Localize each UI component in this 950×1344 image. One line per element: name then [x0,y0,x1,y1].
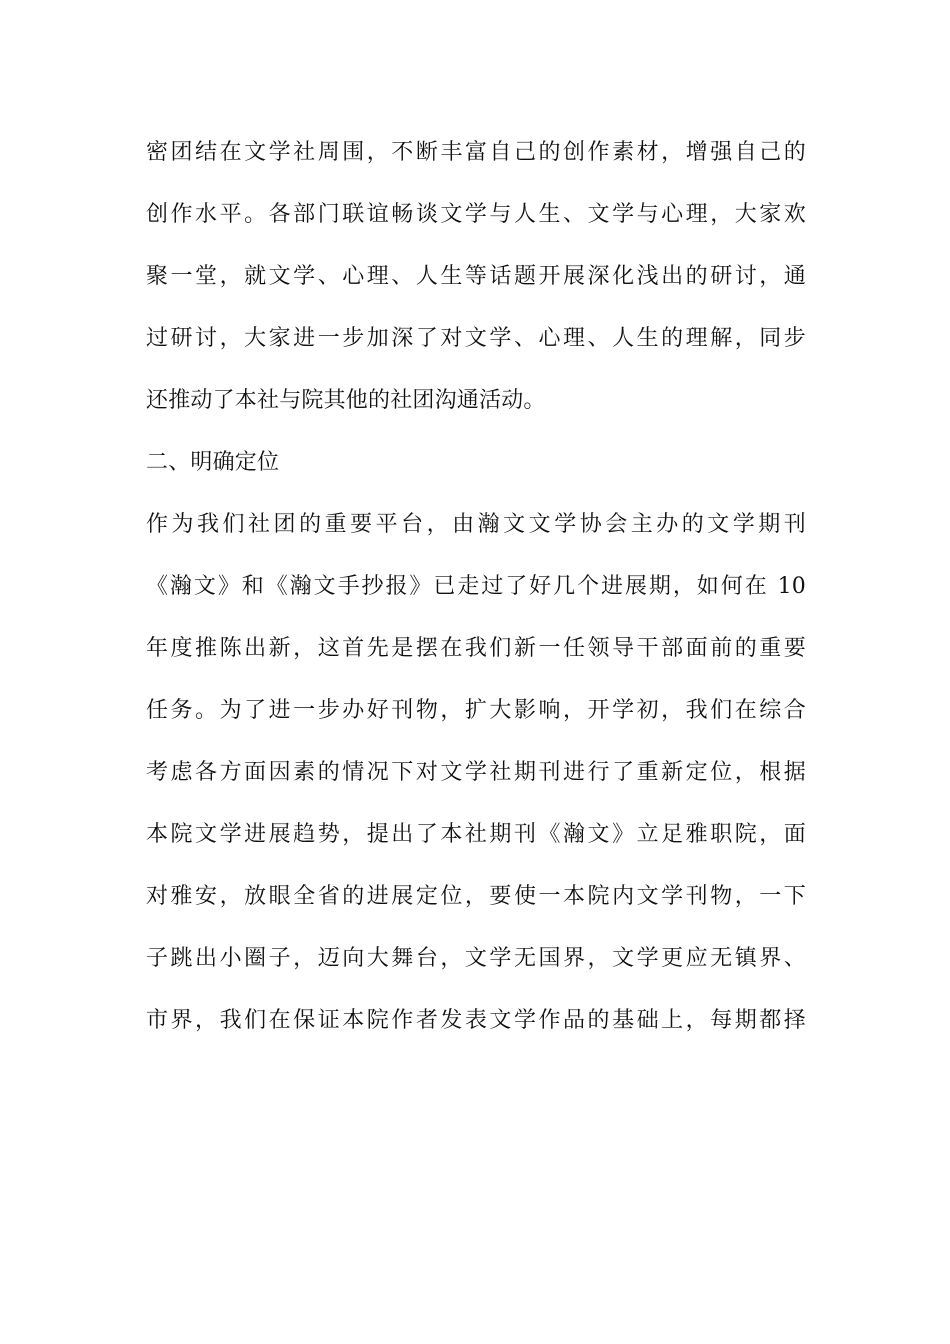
text-line: 还推动了本社与院其他的社团沟通活动。 [146,388,546,413]
text-line: 对雅安，放眼全省的进展定位，要使一本院内文学刊物，一下 [146,884,806,909]
text-line: 市界，我们在保证本院作者发表文学作品的基础上，每期都择 [146,1008,806,1033]
text-line: 《瀚文》和《瀚文手抄报》已走过了好几个进展期，如何在 10 [146,574,806,599]
text-line: 任务。为了进一步办好刊物，扩大影响，开学初，我们在综合 [146,698,806,723]
text-line: 过研讨，大家进一步加深了对文学、心理、人生的理解，同步 [146,326,806,351]
section-heading: 二、明确定位 [146,450,280,475]
text-line: 本院文学进展趋势，提出了本社期刊《瀚文》立足雅职院，面 [146,822,806,847]
text-line: 作为我们社团的重要平台，由瀚文文学协会主办的文学期刊 [146,512,806,537]
text-line: 考虑各方面因素的情况下对文学社期刊进行了重新定位，根据 [146,760,806,785]
text-line: 密团结在文学社周围，不断丰富自己的创作素材，增强自己的 [146,140,806,165]
text-line: 年度推陈出新，这首先是摆在我们新一任领导干部面前的重要 [146,636,806,661]
text-line: 创作水平。各部门联谊畅谈文学与人生、文学与心理，大家欢 [146,202,806,227]
text-line: 聚一堂，就文学、心理、人生等话题开展深化浅出的研讨，通 [146,264,806,289]
document-body [146,131,806,1061]
text-line: 子跳出小圈子，迈向大舞台，文学无国界，文学更应无镇界、 [146,946,806,971]
